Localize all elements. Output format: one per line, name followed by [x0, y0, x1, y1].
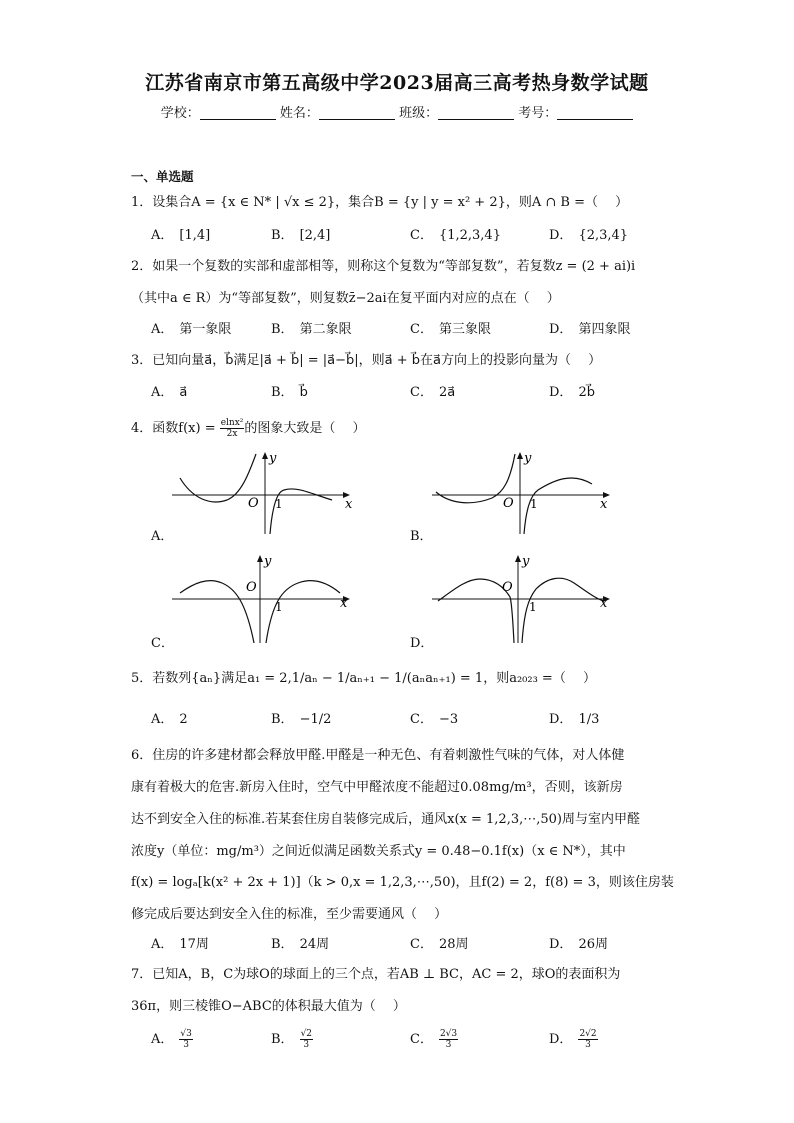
q1-option-a[interactable] [151, 224, 210, 243]
q4-graph-b[interactable] [432, 450, 612, 540]
tick-label: 1 [530, 497, 538, 511]
frac-den: 3 [183, 1040, 189, 1050]
question-2-line1: 2．如果一个复数的实部和虚部相等，则称这个复数为“等部复数”，若复数z = (2 + ai)i [131, 259, 636, 274]
frac-den: 3 [445, 1040, 452, 1050]
option-text: 2a⃗ [438, 385, 456, 400]
y-axis-label: y [524, 451, 532, 466]
class-blank[interactable] [438, 105, 514, 120]
x-axis-label: x [340, 596, 348, 611]
q5-option-d[interactable] [549, 708, 599, 727]
option-label: C． [410, 1032, 433, 1047]
frac-num: 2√3 [439, 1029, 458, 1039]
option-label: B． [271, 228, 294, 243]
q4-fraction [220, 418, 245, 439]
q6-option-d[interactable] [549, 933, 608, 952]
option-label: D． [549, 937, 573, 952]
question-6-line3: 达不到安全入住的标准.若某套住房自装修完成后，通风x(x = 1,2,3,⋯,50)周与室内甲醛 [131, 812, 640, 827]
origin-label: O [503, 496, 514, 511]
origin-label: O [248, 496, 259, 511]
option-label: C． [410, 712, 433, 727]
option-text: b⃗ [299, 385, 308, 400]
frac-num: 2√2 [579, 1029, 597, 1039]
y-axis-label: y [522, 554, 530, 569]
q3-option-b[interactable] [271, 381, 308, 400]
option-text: [1,4] [179, 228, 211, 243]
y-axis-label: y [264, 554, 272, 569]
q1-option-d[interactable] [549, 224, 628, 243]
option-text: 17周 [179, 937, 209, 952]
y-axis-label: y [269, 451, 277, 466]
q4-option-c-label[interactable]: C． [151, 636, 174, 651]
option-fraction [300, 1029, 313, 1050]
q7-option-b[interactable] [271, 1028, 313, 1050]
option-text: 2b⃗ [578, 385, 595, 400]
q6-option-b[interactable] [271, 933, 329, 952]
option-fraction [439, 1029, 458, 1050]
q1-option-b[interactable] [271, 224, 330, 243]
class-label: 班级： [399, 106, 439, 121]
q7-option-c[interactable] [410, 1028, 458, 1050]
frac-den: 3 [585, 1040, 591, 1050]
q4-prefix: 4．函数f(x) = [131, 421, 220, 436]
option-text: −3 [438, 712, 459, 727]
option-text: [2,4] [299, 228, 331, 243]
q5-option-b[interactable] [271, 708, 331, 727]
q1-option-c[interactable] [410, 224, 501, 243]
origin-label: O [246, 580, 257, 595]
exam-no-blank[interactable] [557, 105, 633, 120]
q2-option-a[interactable] [151, 318, 231, 337]
question-6-line5: f(x) = logₐ[k(x² + 2x + 1)]（k > 0,x = 1,2,3,⋯,50)，且f(2) = 2，f(8) = 3，则该住房装 [131, 875, 674, 890]
q2-option-d[interactable] [549, 318, 630, 337]
tick-label: 1 [275, 600, 283, 614]
q3-option-c[interactable] [410, 381, 455, 400]
option-label: B． [271, 1032, 294, 1047]
option-label: A． [151, 712, 174, 727]
option-label: C． [410, 385, 433, 400]
q4-option-d-label[interactable]: D． [410, 636, 434, 651]
question-4 [131, 417, 366, 439]
question-7-line2: 36π，则三棱锥O−ABC的体积最大值为（ ） [131, 999, 406, 1014]
q4-frac-den: 2x [226, 429, 238, 439]
tick-label: 1 [529, 600, 537, 614]
option-label: B． [271, 322, 294, 337]
origin-label: O [502, 580, 513, 595]
option-label: B． [271, 937, 294, 952]
question-7-line1: 7．已知A，B，C为球O的球面上的三个点，若AB ⊥ BC，AC = 2，球O的表面积为 [131, 967, 621, 982]
name-blank[interactable] [319, 105, 395, 120]
option-label: A． [151, 937, 174, 952]
option-text: 28周 [438, 937, 469, 952]
q4-suffix: 的图象大致是（ ） [244, 421, 366, 436]
student-info-line [0, 102, 794, 121]
q6-option-a[interactable] [151, 933, 209, 952]
q4-graph-a[interactable] [172, 450, 352, 540]
option-label: C． [410, 322, 433, 337]
q4-option-b-label[interactable]: B． [410, 529, 433, 544]
q4-graph-d[interactable] [432, 553, 612, 647]
option-text: 第二象限 [299, 322, 352, 337]
option-label: D． [549, 385, 573, 400]
question-6-line4: 浓度y（单位：mg/m³）之间近似满足函数关系式y = 0.48−0.1f(x)（x ∈ N*），其中 [131, 844, 626, 859]
q6-option-c[interactable] [410, 933, 469, 952]
question-2-line2: （其中a ∈ R）为“等部复数”，则复数z̄−2ai在复平面内对应的点在（ ） [131, 291, 560, 306]
option-fraction [179, 1029, 192, 1050]
option-text: a⃗ [179, 385, 188, 400]
q3-option-d[interactable] [549, 381, 595, 400]
option-label: D． [549, 322, 573, 337]
name-label: 姓名： [279, 106, 319, 121]
q7-option-a[interactable] [151, 1028, 193, 1050]
school-blank[interactable] [200, 105, 276, 120]
option-text: 26周 [578, 937, 608, 952]
option-label: B． [271, 712, 294, 727]
option-text: 2 [179, 712, 188, 727]
q5-option-a[interactable] [151, 708, 188, 727]
school-label: 学校： [160, 106, 200, 121]
frac-den: 3 [303, 1040, 310, 1050]
q4-frac-num: elnx² [220, 418, 244, 428]
q2-option-c[interactable] [410, 318, 491, 337]
option-label: D． [549, 712, 573, 727]
frac-num: √3 [180, 1029, 192, 1039]
section-heading: 一、单选题 [131, 169, 194, 184]
option-label: A． [151, 228, 174, 243]
q2-option-b[interactable] [271, 318, 352, 337]
option-label: D． [549, 228, 573, 243]
option-text: 第一象限 [179, 322, 232, 337]
question-3: 3．已知向量a⃗，b⃗满足|a⃗ + b⃗| = |a⃗−b⃗|，则a⃗ + b⃗在a⃗方向上的投影向量为（ ） [131, 353, 602, 368]
q5-option-c[interactable] [410, 708, 458, 727]
option-label: C． [410, 228, 433, 243]
option-fraction [578, 1029, 597, 1050]
option-text: 1/3 [578, 712, 600, 727]
option-label: A． [151, 385, 174, 400]
option-label: B． [271, 385, 294, 400]
option-label: D． [549, 1032, 573, 1047]
option-text: −1/2 [299, 712, 332, 727]
x-axis-label: x [345, 497, 353, 512]
question-6-line2: 康有着极大的危害.新房入住时，空气中甲醛浓度不能超过0.08mg/m³，否则，该新房 [131, 780, 623, 795]
option-text: 第三象限 [438, 322, 491, 337]
option-label: A． [151, 322, 174, 337]
question-6-line6: 修完成后要达到安全入住的标准，至少需要通风（ ） [131, 907, 448, 922]
x-axis-label: x [600, 596, 608, 611]
question-6-line1: 6．住房的许多建材都会释放甲醛.甲醛是一种无色、有着刺激性气味的气体，对人体健 [131, 748, 625, 763]
option-label: A． [151, 1032, 174, 1047]
q4-option-a-label[interactable]: A． [151, 529, 174, 544]
tick-label: 1 [275, 497, 283, 511]
frac-num: √2 [300, 1029, 313, 1039]
question-1: 1．设集合A = {x ∈ N* | √x ≤ 2}，集合B = {y | y = x² + 2}，则A ∩ B =（ ） [131, 195, 629, 210]
option-text: {1,2,3,4} [438, 228, 501, 243]
option-label: C． [410, 937, 433, 952]
page-title: 江苏省南京市第五高级中学2023届高三高考热身数学试题 [145, 72, 649, 94]
question-5: 5．若数列{aₙ}满足a₁ = 2,1/aₙ − 1/aₙ₊₁ − 1/(aₙaₙ₊₁) = 1，则a₂₀₂₃ =（ ） [131, 671, 596, 686]
option-text: {2,3,4} [578, 228, 629, 243]
option-text: 第四象限 [578, 322, 631, 337]
q4-graph-c[interactable] [172, 553, 352, 647]
x-axis-label: x [600, 497, 608, 512]
option-text: 24周 [299, 937, 330, 952]
q7-option-d[interactable] [549, 1028, 598, 1050]
q3-option-a[interactable] [151, 381, 187, 400]
exam-no-label: 考号： [518, 106, 558, 121]
